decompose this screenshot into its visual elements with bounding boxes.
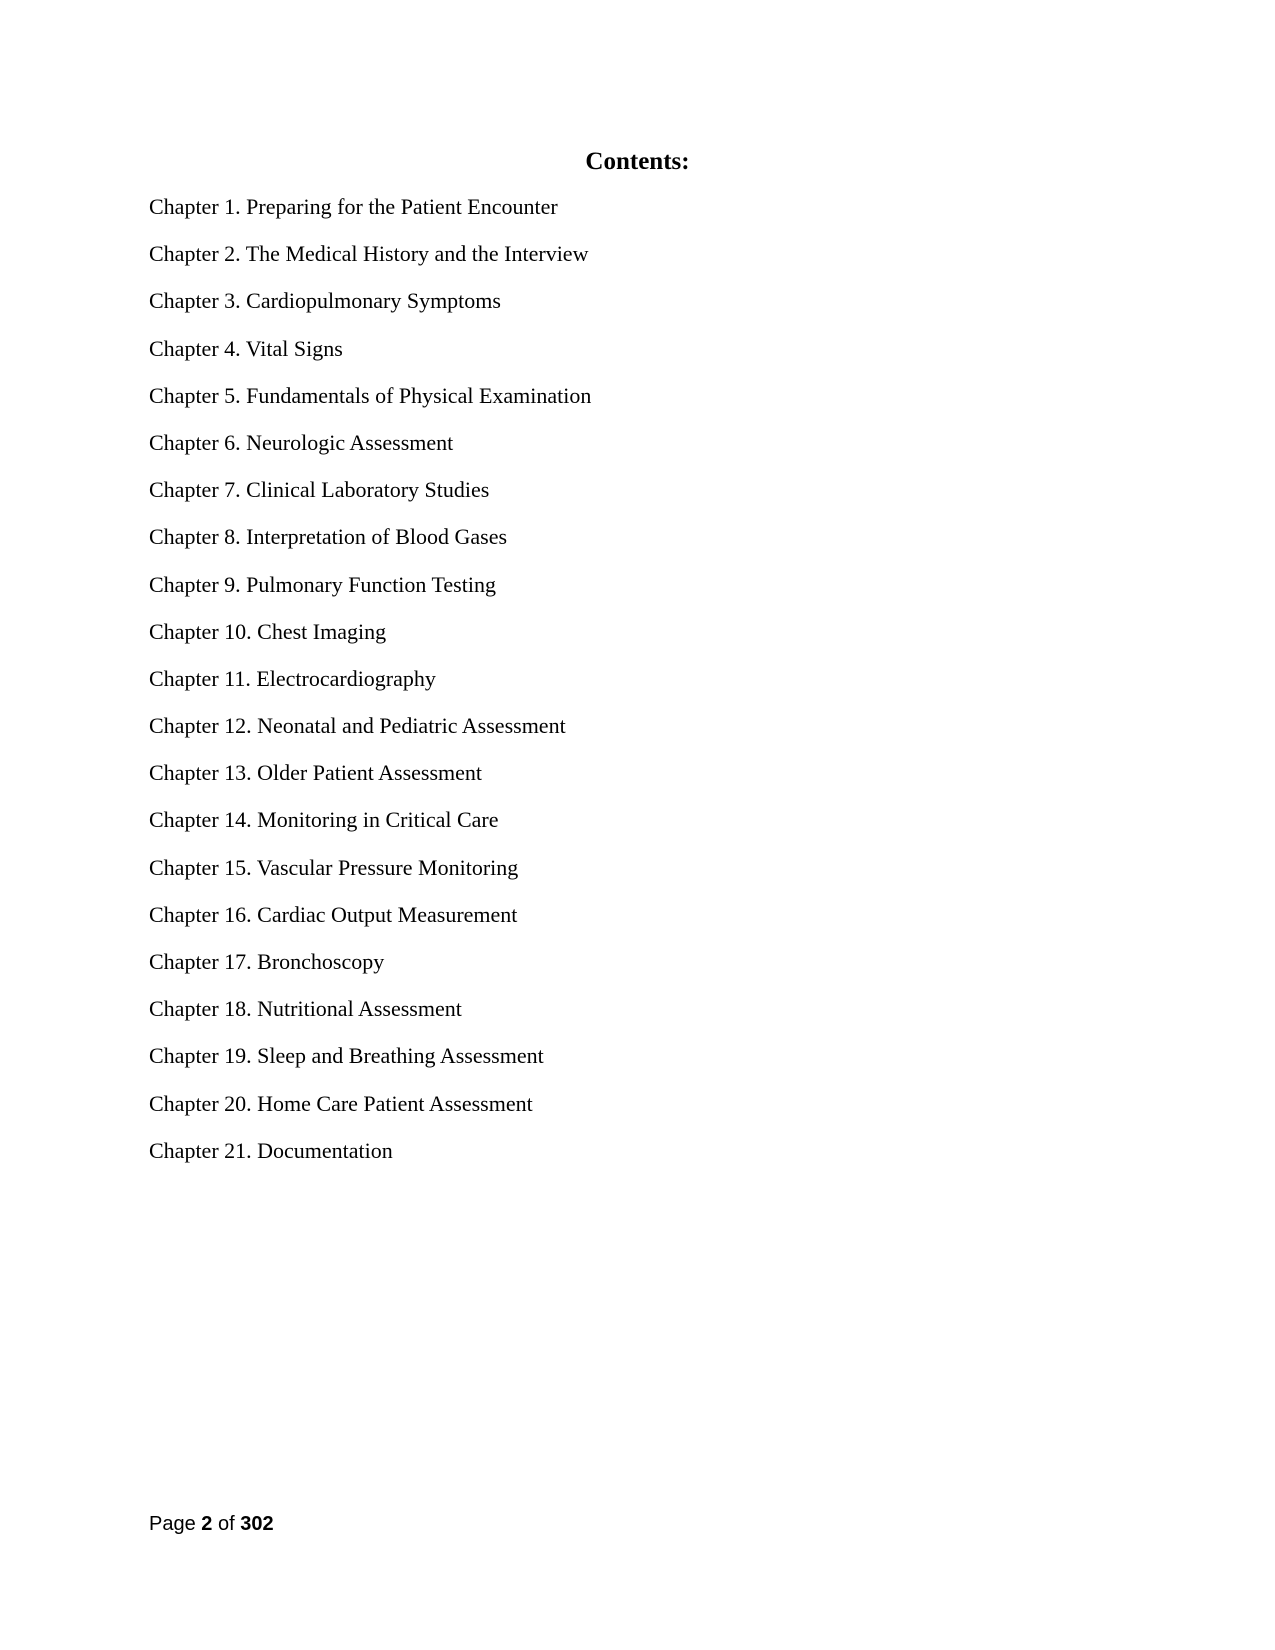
toc-entry-chapter-10: Chapter 10. Chest Imaging: [149, 618, 387, 644]
table-of-contents: [149, 194, 591, 1185]
toc-entry-chapter-2: Chapter 2. The Medical History and the Interview: [149, 241, 589, 267]
toc-entry-chapter-19: Chapter 19. Sleep and Breathing Assessment: [149, 1043, 544, 1069]
toc-entry-chapter-17: Chapter 17. Bronchoscopy: [149, 949, 385, 974]
toc-entry-chapter-5: Chapter 5. Fundamentals of Physical Examination: [149, 382, 592, 408]
toc-entry-chapter-7: Chapter 7. Clinical Laboratory Studies: [149, 477, 490, 503]
toc-entry-chapter-9: Chapter 9. Pulmonary Function Testing: [149, 571, 496, 597]
toc-entry-chapter-11: Chapter 11. Electrocardiography: [149, 665, 436, 691]
toc-entry-chapter-16: Chapter 16. Cardiac Output Measurement: [149, 901, 518, 927]
toc-entry-chapter-6: Chapter 6. Neurologic Assessment: [149, 429, 454, 455]
contents-heading: Contents:: [585, 148, 690, 175]
toc-entry-chapter-21: Chapter 21. Documentation: [149, 1137, 393, 1163]
toc-entry-chapter-1: Chapter 1. Preparing for the Patient Encounter: [149, 194, 558, 219]
total-page-count: 302: [240, 1513, 274, 1535]
of-word: of: [217, 1513, 235, 1535]
current-page-number: 2: [201, 1513, 213, 1535]
toc-entry-chapter-4: Chapter 4. Vital Signs: [149, 335, 343, 361]
toc-entry-chapter-12: Chapter 12. Neonatal and Pediatric Assessment: [149, 713, 566, 739]
toc-entry-chapter-18: Chapter 18. Nutritional Assessment: [149, 996, 462, 1022]
toc-entry-chapter-20: Chapter 20. Home Care Patient Assessment: [149, 1090, 533, 1116]
toc-entry-chapter-14: Chapter 14. Monitoring in Critical Care: [149, 807, 499, 833]
toc-entry-chapter-15: Chapter 15. Vascular Pressure Monitoring: [149, 854, 519, 880]
page-number-footer: [149, 1512, 274, 1536]
page-word: Page: [149, 1513, 196, 1535]
toc-entry-chapter-3: Chapter 3. Cardiopulmonary Symptoms: [149, 288, 501, 314]
toc-entry-chapter-8: Chapter 8. Interpretation of Blood Gases: [149, 524, 508, 550]
toc-entry-chapter-13: Chapter 13. Older Patient Assessment: [149, 760, 483, 786]
